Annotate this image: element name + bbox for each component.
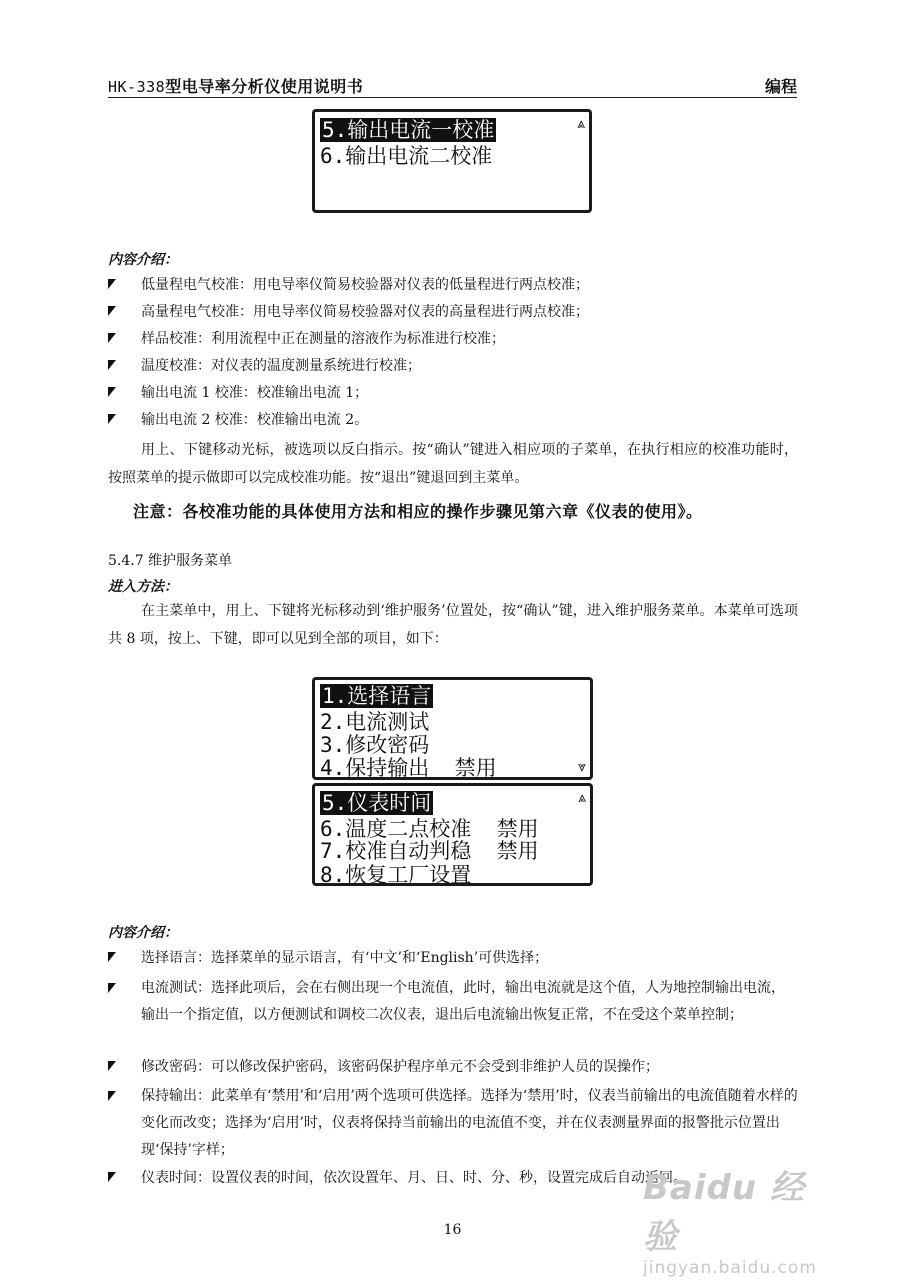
bullet-icon xyxy=(108,387,116,397)
list-item-text: 输出电流 2 校准：校准输出电流 2。 xyxy=(141,412,369,428)
list-item xyxy=(108,948,798,968)
enter-method-heading: 进入方法： xyxy=(108,579,178,595)
scroll-down-icon: ⩔ xyxy=(578,759,586,775)
list-item xyxy=(108,275,798,295)
lcd-screen-maintenance-page2 xyxy=(312,783,593,886)
page-number: 16 xyxy=(443,1222,462,1238)
paragraph: 在主菜单中，用上、下键将光标移动到‘维护服务’位置处，按“确认”键，进入维护服务菜单。本菜单可选项共 8 项，按上、下键，即可以见到全部的项目，如下： xyxy=(108,603,798,647)
bullet-icon xyxy=(108,306,116,316)
watermark xyxy=(643,1160,833,1278)
list-item xyxy=(108,1083,798,1164)
scroll-up-icon: ⩓ xyxy=(577,116,585,132)
list-item-text: 低量程电气校准：用电导率仪简易校验器对仪表的低量程进行两点校准； xyxy=(141,277,589,293)
list-item-text: 样品校准：利用流程中正在测量的溶液作为标准进行校准； xyxy=(141,331,505,347)
lcd-line-selected: 5.输出电流一校准 xyxy=(322,118,495,142)
bullet-icon xyxy=(108,414,116,424)
lcd-line: 8.恢复工厂设置 xyxy=(320,863,472,887)
list-item-text: 选择语言：选择菜单的显示语言，有‘中文’和‘English’可供选择； xyxy=(141,950,549,966)
lcd-line: 7.校准自动判稳 禁用 xyxy=(320,839,539,863)
bullet-icon xyxy=(108,952,116,962)
section-label: 编程 xyxy=(764,77,797,96)
paragraph: 用上、下键移动光标，被选项以反白指示。按“确认”键进入相应项的子菜单，在执行相应的校准功能时，按照菜单的提示做即可以完成校准功能。按“退出”键退回到主菜单。 xyxy=(108,442,798,486)
bullet-icon xyxy=(108,279,116,289)
manual-title: 型电导率分析仪使用说明书 xyxy=(165,77,364,96)
bullet-icon xyxy=(108,1091,116,1101)
lcd-screen-calibration xyxy=(312,109,592,213)
list-item-text: 高量程电气校准：用电导率仪简易校验器对仪表的高量程进行两点校准； xyxy=(141,304,589,320)
lcd-line: 6.输出电流二校准 xyxy=(320,144,493,168)
lcd-line: 4.保持输出 禁用 xyxy=(320,756,497,780)
bullet-icon xyxy=(108,360,116,370)
lcd-line-selected: 1.选择语言 xyxy=(322,684,432,708)
list-item xyxy=(108,410,798,430)
note: 注意：各校准功能的具体使用方法和相应的操作步骤见第六章《仪表的使用》。 xyxy=(133,502,703,521)
model-number: HK-338 xyxy=(108,78,166,96)
bullet-icon xyxy=(108,333,116,343)
list-item-text: 输出电流 1 校准：校准输出电流 1； xyxy=(141,385,369,401)
intro-heading: 内容介绍： xyxy=(108,925,178,941)
lcd-line: 3.修改密码 xyxy=(320,733,430,757)
bullet-icon xyxy=(108,983,116,993)
lcd-line-selected: 5.仪表时间 xyxy=(322,791,432,815)
bullet-icon xyxy=(108,1172,116,1182)
list-item xyxy=(108,383,798,403)
list-item-text: 仪表时间：设置仪表的时间，依次设置年、月、日、时、分、秒，设置完成后自动返回。 xyxy=(141,1170,687,1186)
scroll-up-icon: ⩓ xyxy=(578,790,586,806)
list-item-text: 电流测试：选择此项后，会在右侧出现一个电流值，此时，输出电流就是这个值，人为地控制输出电流，输出一个指定值，以方便测试和调校二次仪表，退出后电流输出恢复正常，不在受这个菜单控制； xyxy=(141,980,785,1023)
bullet-icon xyxy=(108,1061,116,1071)
intro-heading: 内容介绍： xyxy=(108,252,178,268)
page-header-title xyxy=(108,74,363,97)
list-item xyxy=(108,1057,798,1077)
watermark-brand: Baidu 经验 xyxy=(643,1168,805,1257)
lcd-line: 2.电流测试 xyxy=(320,710,430,734)
lcd-line: 6.温度二点校准 禁用 xyxy=(320,817,539,841)
list-item xyxy=(108,329,798,349)
lcd-screen-maintenance-page1 xyxy=(312,677,593,780)
section-title: 5.4.7 维护服务菜单 xyxy=(108,553,233,569)
list-item xyxy=(108,975,798,1029)
list-item xyxy=(108,302,798,322)
header-divider xyxy=(108,97,797,98)
list-item-text: 修改密码：可以修改保护密码，该密码保护程序单元不会受到非维护人员的误操作； xyxy=(141,1059,659,1075)
list-item-text: 温度校准：对仪表的温度测量系统进行校准； xyxy=(141,358,421,374)
watermark-url: jingyan.baidu.com xyxy=(643,1258,817,1278)
list-item xyxy=(108,356,798,376)
list-item-text: 保持输出：此菜单有‘禁用’和‘启用’两个选项可供选择。选择为‘禁用’时，仪表当前输出的电流值随着水样的变化而改变；选择为‘启用’时，仪表将保持当前输出的电流值不变，并在仪表测量界面的报警批示位置出现‘保持’字样； xyxy=(141,1088,798,1158)
